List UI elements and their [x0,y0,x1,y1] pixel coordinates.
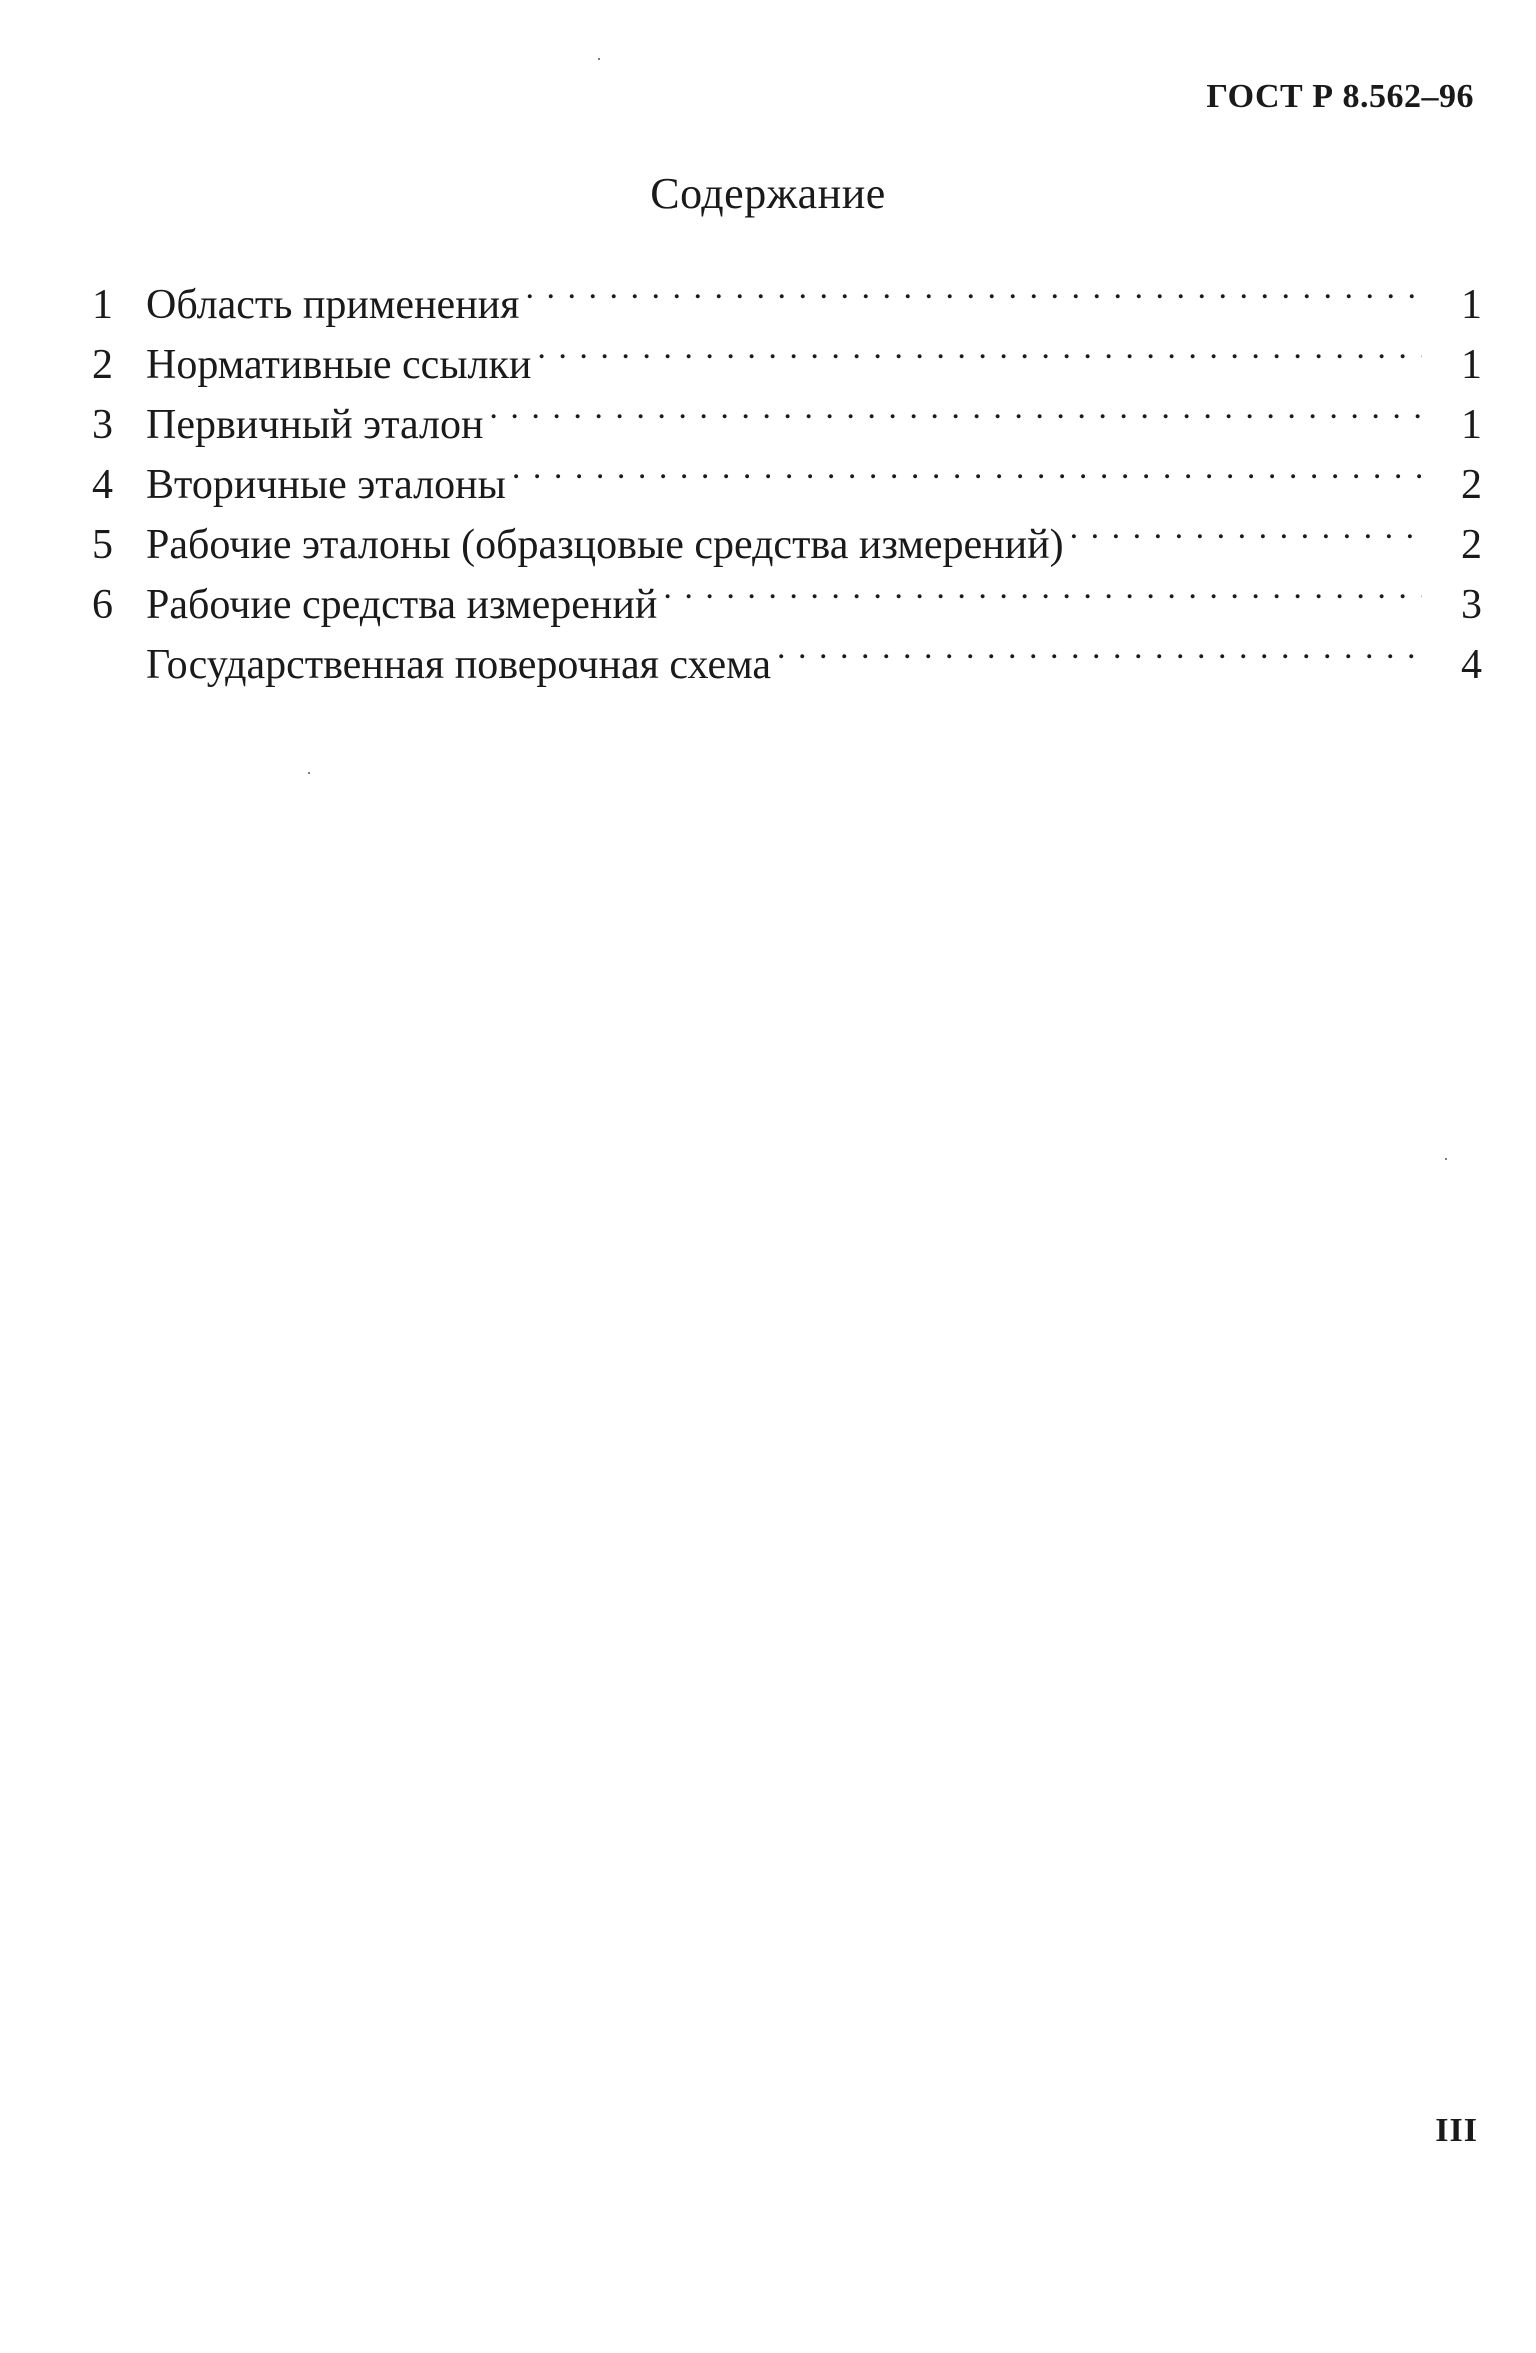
toc-entry-page: 2 [1461,462,1482,508]
page-number: III [1435,2112,1478,2149]
toc-entry-number: 4 [92,462,113,508]
toc-entry-page: 3 [1461,582,1482,628]
toc-leader-dots [537,318,1422,378]
toc-title: Содержание [650,169,886,218]
toc-entry-number: 6 [92,582,113,628]
toc-entry-page: 1 [1461,282,1482,328]
toc-entry-label: Рабочие средства измерений [146,582,658,628]
toc-entry-page: 2 [1461,522,1482,568]
toc-entry-number: 1 [92,282,113,328]
toc-leader-dots [489,378,1422,438]
scan-speck [598,58,600,60]
toc-entry-label: Рабочие эталоны (образцовые средства измерений) [146,522,1064,568]
scan-speck [308,772,310,774]
toc-entry-label: Вторичные эталоны [146,462,506,508]
toc-leader-dots [525,258,1422,318]
toc-entry-page: 4 [1461,642,1482,688]
document-code: ГОСТ Р 8.562–96 [1206,78,1474,115]
toc-leader-dots [777,618,1422,678]
toc-entry-number: 2 [92,342,113,388]
toc-entry-label: Область применения [146,282,520,328]
toc-leader-dots [1070,498,1422,558]
toc-entry-label: Государственная поверочная схема [146,642,772,688]
toc-entry[interactable] [92,258,1482,328]
toc-entry-label: Нормативные ссылки [146,342,532,388]
toc-entry-number: 3 [92,402,113,448]
toc-entry-page: 1 [1461,342,1482,388]
toc-leader-dots [663,558,1422,618]
table-of-contents [92,258,1482,688]
toc-leader-dots [512,438,1422,498]
toc-entry-page: 1 [1461,402,1482,448]
toc-entry-number: 5 [92,522,113,568]
toc-entry-label: Первичный эталон [146,402,484,448]
scan-speck [1445,1158,1447,1160]
